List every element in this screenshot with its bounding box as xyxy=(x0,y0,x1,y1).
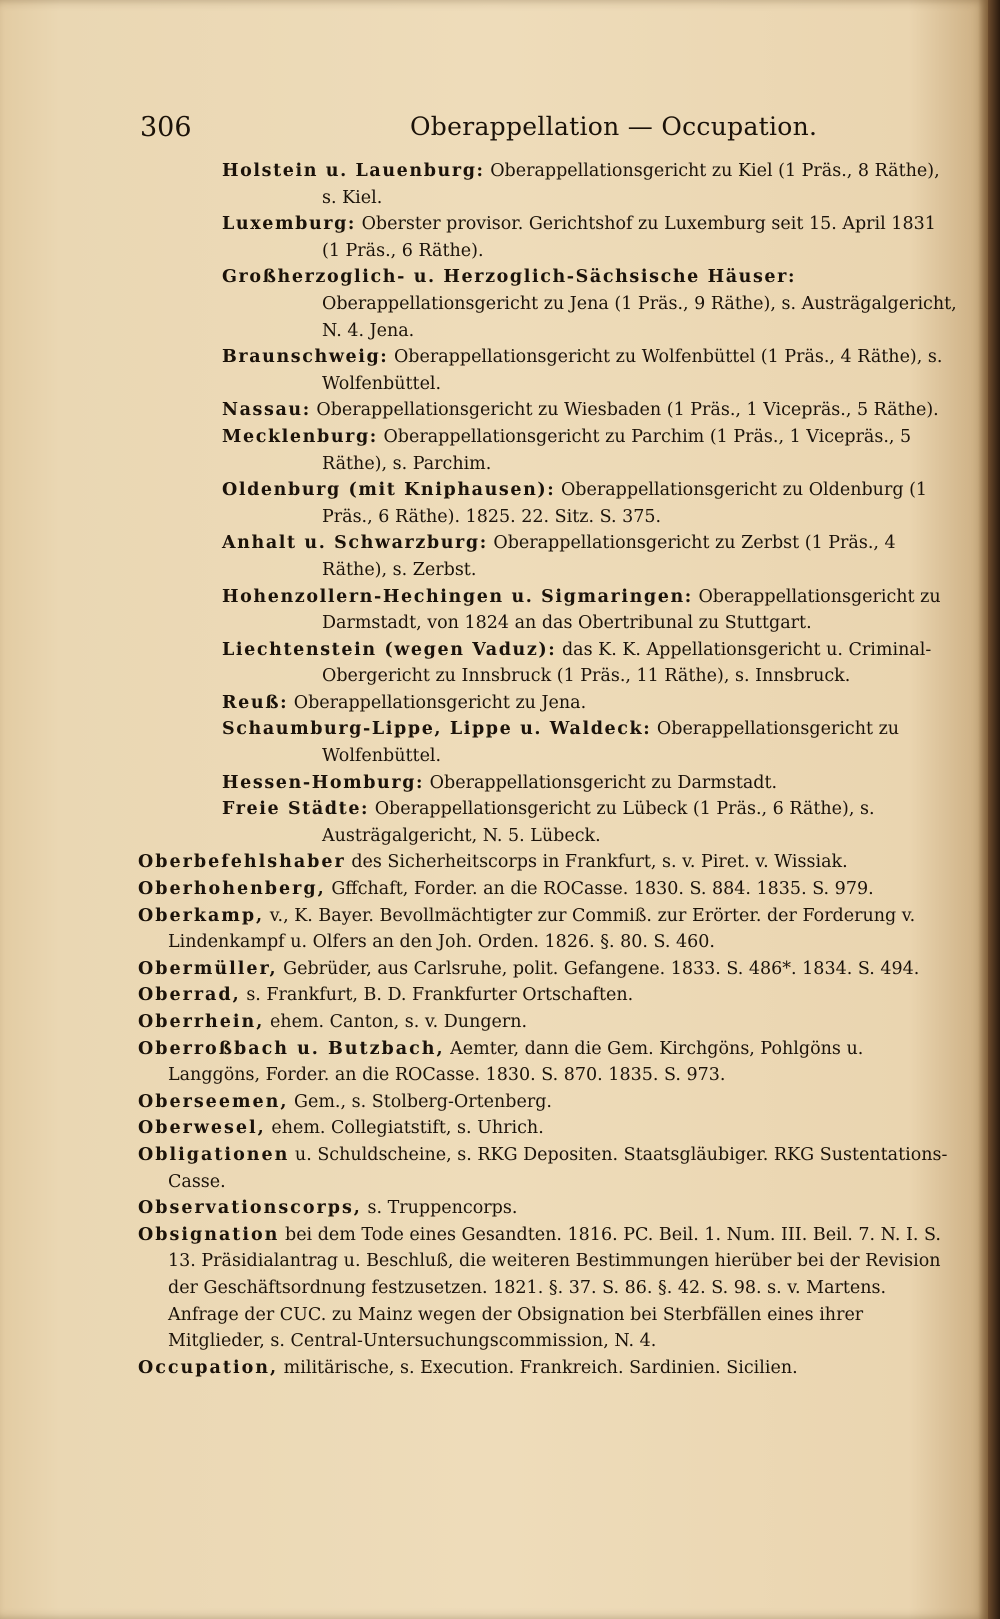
entry-headword: Oberwesel, xyxy=(138,1118,266,1139)
entry-headword: Obermüller, xyxy=(138,958,278,979)
entry-text: des Sicherheitscorps in Frankfurt, s. v. Piret. v. Wissiak. xyxy=(351,852,848,873)
sub-entry xyxy=(222,796,958,849)
entry-text: ehem. Collegiatstift, s. Uhrich. xyxy=(271,1118,544,1139)
index-entry xyxy=(138,1142,958,1195)
entry-text: das K. K. Appellationsgericht u. Criminal-Obergericht zu Innsbruck (1 Präs., 11 Räthe), s. Innsbruck. xyxy=(322,639,932,687)
entry-headword: Schaumburg-Lippe, Lippe u. Waldeck: xyxy=(222,719,652,740)
sub-entry xyxy=(222,690,958,717)
entry-text: u. Schuldscheine, s. RKG Depositen. Staatsgläubiger. RKG Sustentations-Casse. xyxy=(168,1144,948,1192)
index-body xyxy=(138,158,958,1381)
entry-headword: Obsignation xyxy=(138,1224,280,1245)
entry-text: Oberster provisor. Gerichtshof zu Luxemburg seit 15. April 1831 (1 Präs., 6 Räthe). xyxy=(322,214,936,261)
entry-text: Gem., s. Stolberg-Ortenberg. xyxy=(294,1091,552,1112)
index-entry xyxy=(138,1036,958,1089)
entry-headword: Oberrhein, xyxy=(138,1012,265,1032)
entry-text: Gebrüder, aus Carlsruhe, polit. Gefangene. 1833. S. 486*. 1834. S. 494. xyxy=(283,958,920,979)
entry-text: Oberappellationsgericht zu Jena. xyxy=(293,692,587,713)
entry-text: Oberappellationsgericht zu Jena (1 Präs., 9 Räthe), s. Austrägalgericht, N. 4. Jena. xyxy=(322,293,957,341)
index-entry xyxy=(138,1222,958,1355)
entry-headword: Liechtenstein (wegen Vaduz): xyxy=(222,639,557,660)
entry-headword: Observationscorps, xyxy=(138,1198,362,1219)
entry-headword: Mecklenburg: xyxy=(222,426,378,447)
entry-text: s. Truppencorps. xyxy=(367,1198,518,1219)
entry-text: bei dem Tode eines Gesandten. 1816. PC. Beil. 1. Num. III. Beil. 7. N. I. S. 13. Präsidialantrag u. Beschluß, die weiteren Bestimmungen hierüber bei der Revision der Geschäftsordnung festzusetzen. 1821. §. 37. S. 86. §. 42. S. 98. s. v. Martens. Anfrage der CUC. zu Mainz wegen der Obsignation bei Sterbfällen eines ihrer Mitglieder, s. Central-Untersuchungscommission, N. 4. xyxy=(168,1224,941,1352)
entry-text: Oberappellationsgericht zu Zerbst (1 Präs., 4 Räthe), s. Zerbst. xyxy=(322,533,896,580)
index-entry xyxy=(138,1355,958,1382)
entry-text: ehem. Canton, s. v. Dungern. xyxy=(269,1012,528,1032)
entry-headword: Anhalt u. Schwarzburg: xyxy=(222,533,488,554)
entry-headword: Oberkamp, xyxy=(138,905,265,926)
entry-headword: Hohenzollern-Hechingen u. Sigmaringen: xyxy=(222,586,693,607)
index-entry xyxy=(138,1089,958,1116)
entry-text: Oberappellationsgericht zu Darmstadt. xyxy=(429,772,778,793)
entry-text: Oberappellationsgericht zu Parchim (1 Präs., 1 Vicepräs., 5 Räthe), s. Parchim. xyxy=(322,426,912,474)
entry-text: Oberappellationsgericht zu Oldenburg (1 Präs., 6 Räthe). 1825. 22. Sitz. S. 375. xyxy=(322,480,928,527)
entry-headword: Occupation, xyxy=(138,1357,279,1378)
index-entry xyxy=(138,1115,958,1142)
index-entry xyxy=(138,849,958,876)
entry-text: Oberappellationsgericht zu Kiel (1 Präs., 8 Räthe), s. Kiel. xyxy=(322,161,940,208)
sub-entry xyxy=(222,716,958,769)
sub-entry xyxy=(222,344,958,397)
index-entry xyxy=(138,1195,958,1222)
book-edge xyxy=(988,0,1000,1619)
entry-headword: Reuß: xyxy=(222,692,289,713)
entry-headword: Luxemburg: xyxy=(222,214,356,235)
sub-entry xyxy=(222,770,958,797)
entry-text: militärische, s. Execution. Frankreich. Sardinien. Sicilien. xyxy=(283,1357,798,1378)
index-entry xyxy=(138,876,958,903)
entry-headword: Oberbefehlshaber xyxy=(138,852,346,873)
entry-text: Gffchaft, Forder. an die ROCasse. 1830. S. 884. 1835. S. 979. xyxy=(331,879,874,900)
index-entry xyxy=(138,1009,958,1036)
entry-text: s. Frankfurt, B. D. Frankfurter Ortschaften. xyxy=(246,985,634,1006)
running-title: Oberappellation — Occupation. xyxy=(410,112,818,141)
entry-text: Oberappellationsgericht zu Darmstadt, von 1824 an das Obertribunal zu Stuttgart. xyxy=(322,586,941,634)
entry-headword: Großherzoglich- u. Herzoglich-Sächsische Häuser: xyxy=(222,267,797,288)
sub-entry xyxy=(222,264,958,344)
entry-headword: Oberhohenberg, xyxy=(138,879,326,900)
sub-entry xyxy=(222,637,958,690)
entry-headword: Holstein u. Lauenburg: xyxy=(222,161,485,181)
entry-text: Aemter, dann die Gem. Kirchgöns, Pohlgöns u. Langgöns, Forder. an die ROCasse. 1830. S. 870. 1835. S. 973. xyxy=(168,1038,864,1086)
sub-entry xyxy=(222,477,958,530)
entry-headword: Hessen-Homburg: xyxy=(222,772,425,793)
entry-text: Oberappellationsgericht zu Lübeck (1 Präs., 6 Räthe), s. Austrägalgericht, N. 5. Lübeck. xyxy=(322,799,875,846)
sub-entry xyxy=(222,530,958,583)
entry-headword: Oldenburg (mit Kniphausen): xyxy=(222,480,556,501)
page-header xyxy=(140,112,940,152)
sub-entry xyxy=(222,397,958,424)
sub-entry xyxy=(222,211,958,264)
page-number: 306 xyxy=(140,112,192,143)
entry-text: Oberappellationsgericht zu Wiesbaden (1 Präs., 1 Vicepräs., 5 Räthe). xyxy=(316,400,939,421)
sub-entry xyxy=(222,424,958,477)
entry-headword: Freie Städte: xyxy=(222,799,370,820)
index-entry xyxy=(138,982,958,1009)
sub-entry xyxy=(222,158,958,211)
sub-entry xyxy=(222,584,958,637)
entry-headword: Obligationen xyxy=(138,1144,290,1165)
entry-headword: Nassau: xyxy=(222,400,311,421)
entry-text: Oberappellationsgericht zu Wolfenbüttel. xyxy=(322,719,900,767)
entry-headword: Oberrad, xyxy=(138,985,241,1006)
entry-text: Oberappellationsgericht zu Wolfenbüttel (1 Präs., 4 Räthe), s. Wolfenbüttel. xyxy=(322,347,943,394)
index-entry xyxy=(138,903,958,956)
entry-headword: Braunschweig: xyxy=(222,347,389,368)
entry-headword: Oberroßbach u. Butzbach, xyxy=(138,1038,445,1059)
entry-text: v., K. Bayer. Bevollmächtigter zur Commiß. zur Erörter. der Forderung v. Lindenkampf u. Olfers an den Joh. Orden. 1826. §. 80. S. 460. xyxy=(168,905,916,953)
index-entry xyxy=(138,956,958,983)
entry-headword: Oberseemen, xyxy=(138,1091,289,1112)
